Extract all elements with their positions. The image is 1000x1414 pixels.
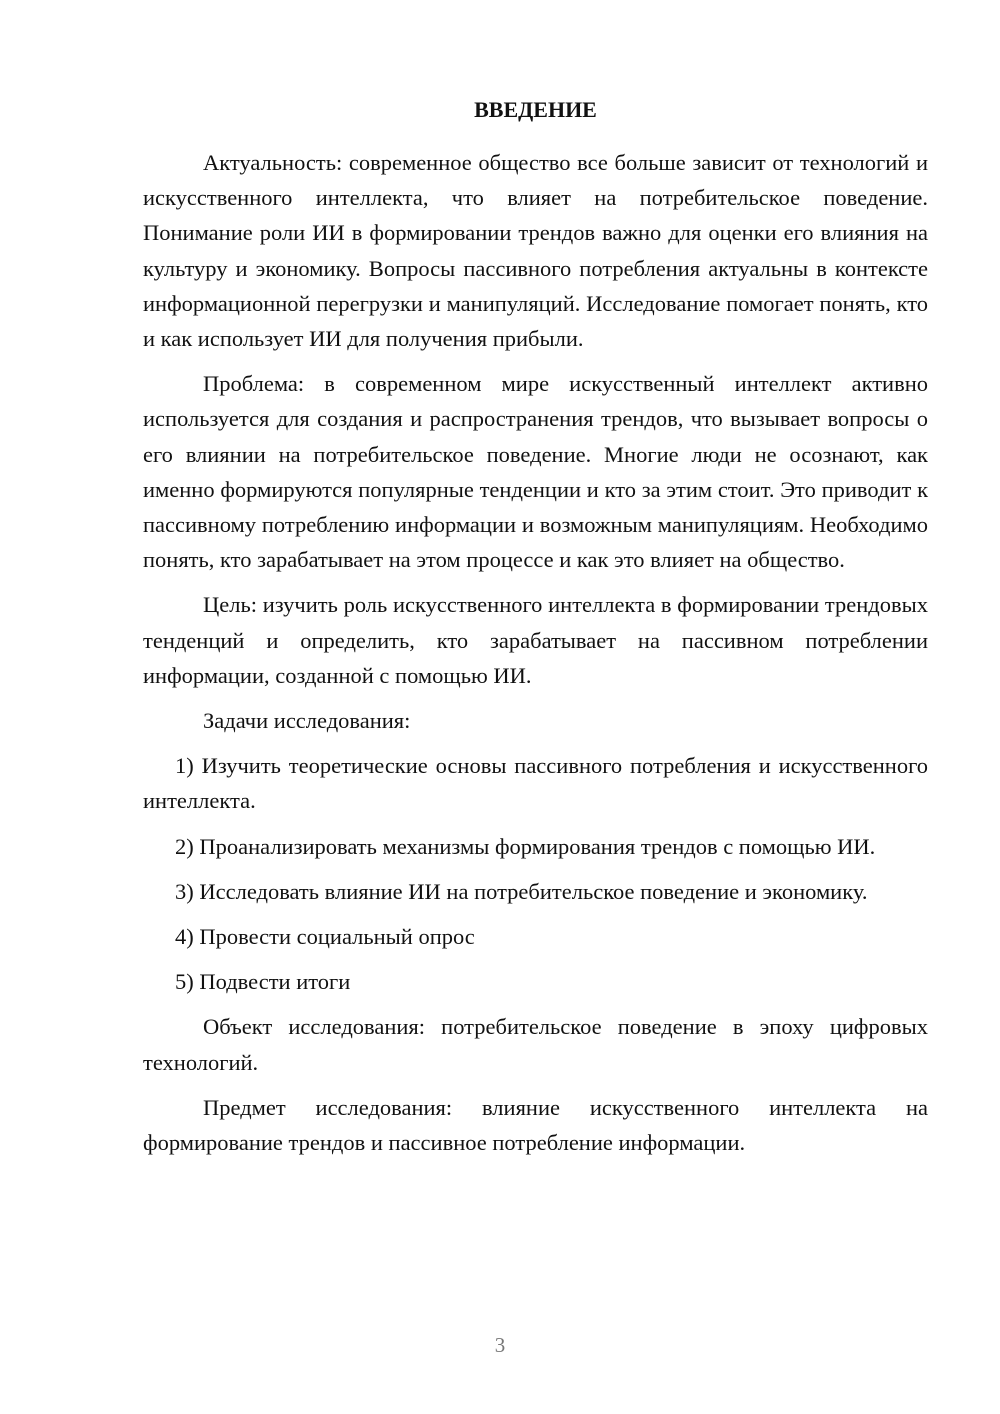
object-paragraph: Объект исследования: потребительское поведение в эпоху цифровых технологий. [143,1014,928,1075]
subject-paragraph: Предмет исследования: влияние искусственного интеллекта на формирование трендов и пассивное потребление информации. [143,1094,928,1156]
task-item-4: 4) Провести социальный опрос [175,924,475,950]
problem-paragraph: Проблема: в современном мире искусственный интеллект активно используется для создания и распространения трендов, что вызывает вопросы о его влиянии на потребительское поведение. Многие люди не осознают, как именно формируются популярные тенденции и кто за этим стоит. Это приводит к пассивному потреблению информации и возможным манипуляциям. Необходимо понять, кто зарабатывает на этом процессе и как это влияет на общество. [143,371,928,573]
task-item-3: 3) Исследовать влияние ИИ на потребительское поведение и экономику. [175,878,868,904]
page-number: 3 [494,1333,506,1357]
goal-paragraph: Цель: изучить роль искусственного интеллекта в формировании трендовых тенденций и определить, кто зарабатывает на пассивном потреблении информации, созданной с помощью ИИ. [143,592,928,688]
task-item-2: 2) Проанализировать механизмы формирования трендов с помощью ИИ. [175,833,876,859]
section-title: ВВЕДЕНИЕ [474,97,597,122]
document-body [143,92,928,1170]
relevance-paragraph: Актуальность: современное общество все больше зависит от технологий и искусственного интеллекта, что влияет на потребительское поведение. Понимание роли ИИ в формировании трендов важно для оценки его влияния на культуру и экономику. Вопросы пассивного потребления актуальны в контексте информационной перегрузки и манипуляций. Исследование помогает понять, кто и как использует ИИ для получения прибыли. [143,150,928,352]
task-item-5: 5) Подвести итоги [175,969,351,995]
task-item-1: 1) Изучить теоретические основы пассивного потребления и искусственного интеллекта. [143,753,928,814]
tasks-heading: Задачи исследования: [203,708,411,734]
